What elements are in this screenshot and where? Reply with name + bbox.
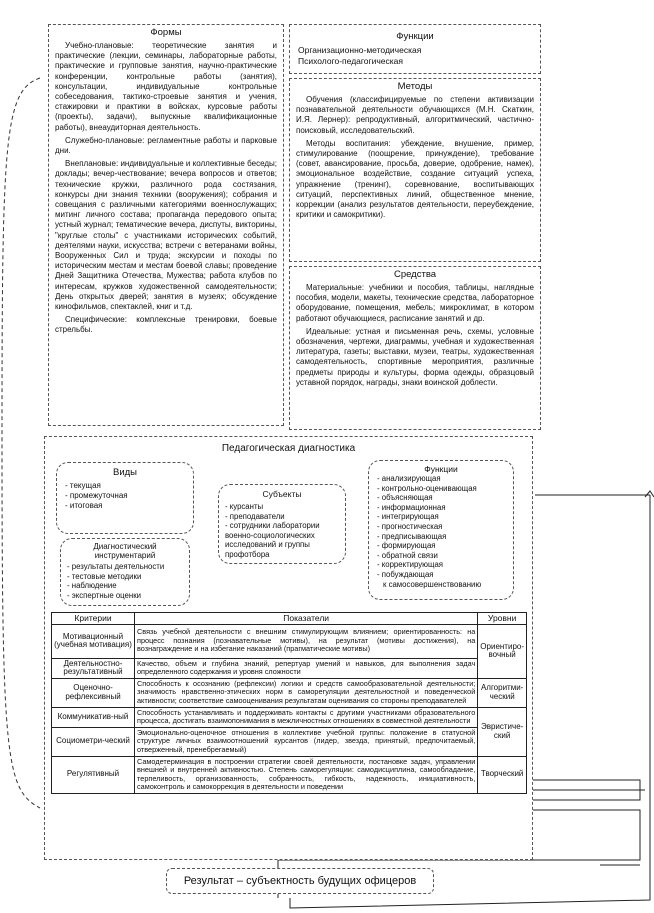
forms-text bbox=[55, 41, 277, 336]
means-paragraph-material: Материальные: учебники и пособия, таблицы, наглядные пособия, модели, макеты, технические средства, лабораторное оборудование, помещения, мебель; микроклимат, в котором работают обучающиеся, расписание занятий и др. bbox=[296, 283, 534, 323]
methods-paragraph-teaching: Обучения (классифицируемые по степени активизации познавательной деятельности обучающихся (М.Н. Скаткин, И.Я. Лернер): репродуктивный, алгоритмический, частично-поисковый, исследовательский. bbox=[296, 95, 534, 135]
indicator-cell: Способность к осознанию (рефлексии) логики и средств самообразовательной деятельности; значимость нравственно-этических норм в саморегуляции деятельностной и поведенческой активности; соответствие самооценивания результатам оценивания со стороны преподавателей bbox=[135, 678, 478, 707]
diagnostic-functions-list bbox=[377, 474, 505, 589]
table-row bbox=[52, 624, 527, 658]
table-row bbox=[52, 678, 527, 707]
means-title: Средства bbox=[393, 269, 437, 280]
forms-paragraph-specific: Специфические: комплексные тренировки, боевые стрельбы. bbox=[55, 315, 277, 335]
diagnostic-functions-item: - анализирующая bbox=[377, 474, 441, 483]
levels-header: Уровни bbox=[478, 613, 527, 625]
criterion-cell: Коммуникатив-ный bbox=[52, 707, 135, 727]
subjects-item: - преподаватели bbox=[225, 511, 285, 521]
diagnostic-functions-item: - интегрирующая bbox=[377, 512, 439, 522]
functions-top-list bbox=[298, 45, 532, 67]
diagnostic-functions-item: - прогностическая bbox=[377, 521, 443, 531]
types-box bbox=[56, 462, 194, 534]
criterion-cell: Деятельностно-результативный bbox=[52, 658, 135, 678]
instruments-title: Диагностический инструментарий bbox=[93, 542, 157, 560]
forms-paragraph-service: Служебно-плановые: регламентные работы и парковые дни. bbox=[55, 135, 277, 156]
level-cell: Эвристиче-ский bbox=[478, 707, 527, 756]
methods-box bbox=[289, 78, 541, 262]
functions-top-item: Психолого-педагогическая bbox=[298, 56, 404, 66]
types-item: - текущая bbox=[65, 481, 101, 490]
criteria-table-header-row bbox=[52, 613, 527, 625]
subjects-item: - курсанты bbox=[225, 502, 264, 511]
instruments-item: - наблюдение bbox=[67, 581, 117, 591]
indicator-cell: Эмоционально-оценочное отношения в коллективе учебной группы: положение в статусной структуре личных взаимоотношений курсантов (лидер, звезда, принятый, предпочитаемый, отверженный, пренебрегаемый) bbox=[135, 727, 478, 756]
means-text bbox=[296, 283, 534, 388]
level-cell: Алгоритми-ческий bbox=[478, 678, 527, 707]
diagnostic-functions-item: - формирующая bbox=[377, 541, 436, 551]
methods-title: Методы bbox=[397, 81, 433, 92]
instruments-item: - тестовые методики bbox=[67, 571, 142, 581]
criteria-table bbox=[51, 612, 527, 794]
forms-title: Формы bbox=[150, 27, 182, 38]
instruments-item: - результаты деятельности bbox=[67, 562, 165, 571]
diagnostic-functions-item: - обратной связи bbox=[377, 550, 438, 560]
diagnostic-functions-title: Функции bbox=[424, 464, 458, 474]
criterion-cell: Регулятивный bbox=[52, 756, 135, 793]
table-row bbox=[52, 756, 527, 793]
criterion-cell: Оценочно-рефлексивный bbox=[52, 678, 135, 707]
instruments-box bbox=[60, 538, 190, 606]
criterion-cell: Социометри-ческий bbox=[52, 727, 135, 756]
diagnostic-functions-item: к самосовершенствованию bbox=[383, 579, 482, 589]
types-title: Виды bbox=[112, 467, 137, 478]
subjects-item: - сотрудники лаборатории военно-социологических исследований и группы профотбора bbox=[225, 521, 320, 559]
result-box bbox=[166, 868, 434, 894]
result-text: Результат – субъектность будущих офицеров bbox=[183, 875, 417, 887]
functions-top-box bbox=[289, 24, 541, 74]
diagnostic-functions-item: - информационная bbox=[377, 502, 446, 512]
level-cell: Ориентиро-вочный bbox=[478, 624, 527, 678]
diagnostics-title: Педагогическая диагностика bbox=[221, 443, 356, 454]
diagnostic-functions-item: - корректирующая bbox=[377, 560, 443, 570]
forms-box bbox=[48, 24, 284, 426]
criteria-header: Критерии bbox=[52, 613, 135, 625]
methods-text bbox=[296, 95, 534, 220]
instruments-list bbox=[67, 562, 183, 600]
means-box bbox=[289, 266, 541, 430]
subjects-title: Субъекты bbox=[262, 489, 302, 499]
types-item: - итоговая bbox=[65, 501, 103, 510]
methods-paragraph-upbringing: Методы воспитания: убеждение, внушение, пример, стимулирование (поощрение, принуждение), требование (совет, авансирование, просьба, доверие, одобрение, намек), эмоциональное воздействие, создание ситуаций успеха, упражнение (тренинг), соревнование, воспитывающих ситуаций, перспективных линий, общественное мнение, коррекции (анализ результатов деятельности, переубеждение, критики и самокритики). bbox=[296, 138, 534, 220]
diagnostic-functions-box bbox=[368, 460, 514, 600]
criterion-cell: Мотивационный (учебная мотивация) bbox=[52, 624, 135, 658]
subjects-box bbox=[218, 484, 346, 564]
subjects-list bbox=[225, 502, 339, 560]
indicator-cell: Связь учебной деятельности с внешним стимулирующим влиянием; ориентированность: на процесс познания (познавательные мотивы), на результат (мотивы достижения), на вознаграждение и на избегание наказаний (прагматические мотивы) bbox=[135, 624, 478, 658]
diagnostic-functions-item: - предписывающая bbox=[377, 531, 447, 541]
functions-top-item: Организационно-методическая bbox=[298, 45, 422, 55]
functions-top-title: Функции bbox=[396, 31, 434, 42]
means-paragraph-ideal: Идеальные: устная и письменная речь, схемы, условные обозначения, чертежи, диаграммы, учебная и художественная литература, газеты; выставки, музеи, театры, художественная самодеятельность, спортивные мероприятия, различные предметы природы и культуры, форма одежды, образцовый уставной порядок, награды, знаки воинской доблести. bbox=[296, 326, 534, 387]
forms-paragraph-study: Учебно-плановые: теоретические занятия и практические (лекции, семинары, лабораторные работы, практические и групповые занятия, научно-практические конференции, контрольные работы (занятия), консультации, индивидуальные контрольные собеседования, тактико-строевые занятия и учения, стажировки и практики в войсках, курсовые работы (проекты), задачи), выпускные квалификационные работы), внеаудиторная деятельность. bbox=[55, 41, 277, 132]
indicators-header: Показатели bbox=[135, 613, 478, 625]
indicator-cell: Качество, объем и глубина знаний, репертуар умений и навыков, для выполнения задач определенного содержания и уровня сложности bbox=[135, 658, 478, 678]
table-row bbox=[52, 707, 527, 727]
table-row bbox=[52, 658, 527, 678]
instruments-item: - экспертные оценки bbox=[67, 590, 141, 600]
forms-paragraph-extracurricular: Внеплановые: индивидуальные и коллективные беседы; доклады; вечер-чествование; вечера вопросов и ответов; технические кружки, различного рода состязания, конкурсы дни знания техники (вооружения); собрания и совещания с различными категориями военнослужащих; митинг личного состава; пропаганда передового опыта; устный журнал; тематические вечера, диспуты, викторины, "круглые столы" с участниками исторических событий, деятелями науки, искусства; встречи с ветеранами войны, Вооруженных Сил и труда; экскурсии и походы по историческим местам и местам боевой славы; проведение Дней Защитника Отечества, Мужества; работа клубов по интересам, кружков художественной самодеятельности; День открытых дверей; занятия в музеях; обсуждение кинофильмов, спектаклей, книг и т.д. bbox=[55, 159, 277, 312]
diagnostic-functions-item: - контрольно-оценивающая bbox=[377, 483, 477, 493]
indicator-cell: Способность устанавливать и поддерживать контакты с другими участниками образовательного процесса, достигать взаимопонимания в межличностных отношениях в совместной деятельности bbox=[135, 707, 478, 727]
level-cell: Творческий bbox=[478, 756, 527, 793]
types-item: - промежуточная bbox=[65, 491, 128, 500]
indicator-cell: Самодетерминация в построении стратегии своей деятельности, постановке задач, управлении внешней и внутренней активностью. Степень саморегуляции: самодисциплина, самообладание, терпеливость, организованность, собранность, гибкость, надежность, инициативность, самоконтроль и самокоррекция в деятельности и поведении bbox=[135, 756, 478, 793]
table-row bbox=[52, 727, 527, 756]
types-list bbox=[65, 481, 185, 511]
diagnostic-functions-item: - объясняющая bbox=[377, 493, 433, 503]
diagnostic-functions-item: - побуждающая bbox=[377, 569, 434, 579]
